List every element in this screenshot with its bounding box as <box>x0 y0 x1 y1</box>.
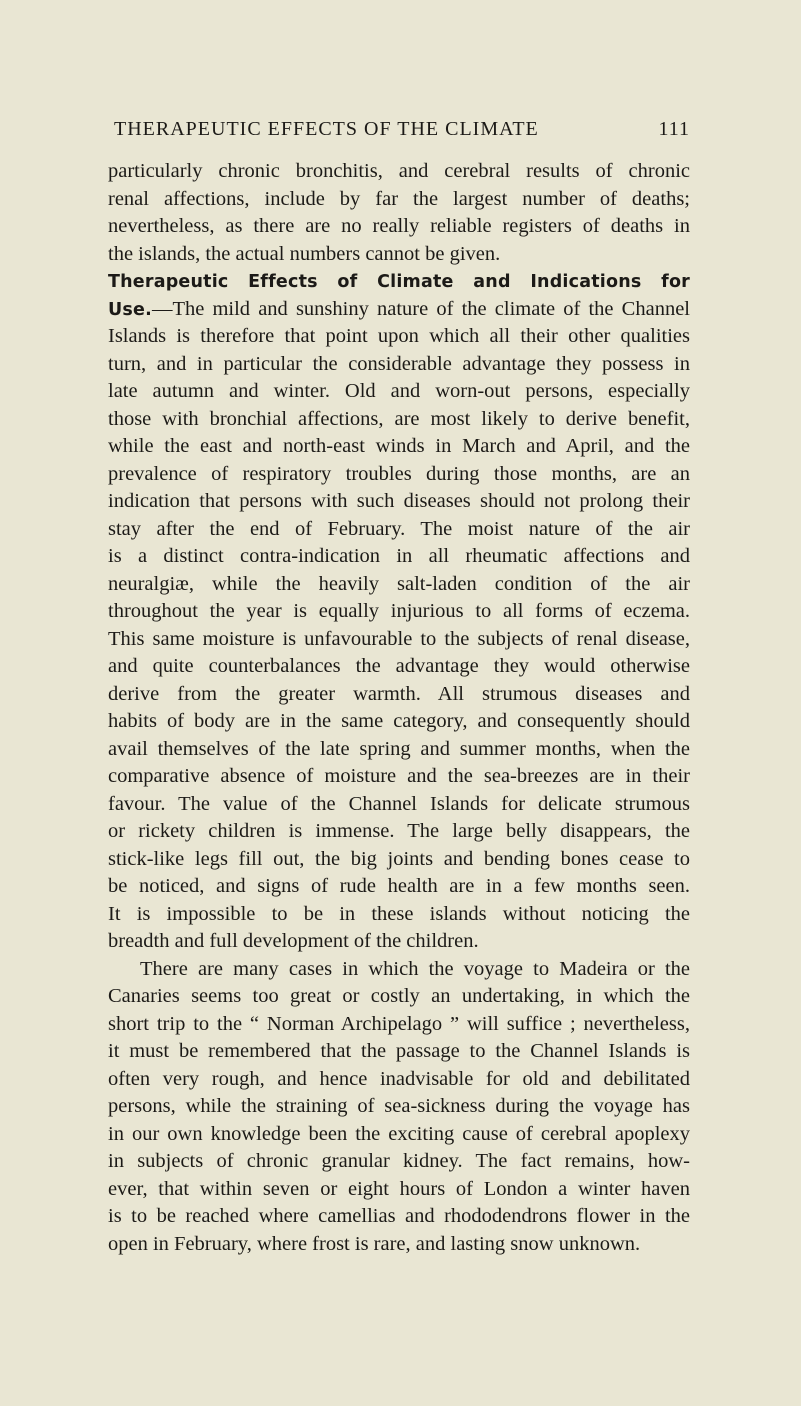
text-line: it must be remembered that the passage to the Channel Islands is <box>108 1040 690 1062</box>
text-line: prevalence of respiratory troubles during those months, are an <box>108 462 690 485</box>
text-line: the islands, the actual numbers cannot be given. <box>108 242 501 265</box>
text-line: stick-like legs fill out, the big joints and bending bones cease to <box>108 847 690 870</box>
paragraph-deaths <box>108 158 690 268</box>
text-line: turn, and in particular the considerable advantage they possess in <box>108 352 690 375</box>
text-line: stay after the end of February. The moist nature of the air <box>108 517 690 540</box>
paragraph-therapeutic-effects <box>108 268 690 956</box>
text-line: avail themselves of the late spring and summer months, when the <box>108 737 690 760</box>
text-line: be noticed, and signs of rude health are in a few months seen. <box>108 875 690 897</box>
text-line: nevertheless, as there are no really reliable registers of deaths in <box>108 215 690 237</box>
text-line: renal affections, include by far the largest number of deaths; <box>108 187 690 210</box>
text-line: It is impossible to be in these islands without noticing the <box>108 902 690 925</box>
text-line: This same moisture is unfavourable to the subjects of renal disease, <box>108 627 690 650</box>
text-line: particularly chronic bronchitis, and cerebral results of chronic <box>108 160 690 182</box>
section-heading-line <box>108 268 690 296</box>
text-line: in subjects of chronic granular kidney. The fact remains, how- <box>108 1150 690 1172</box>
text-line: derive from the greater warmth. All strumous diseases and <box>108 682 690 705</box>
section-heading-end: Use. <box>108 299 152 320</box>
text-line <box>108 296 690 324</box>
running-head-title: THERAPEUTIC EFFECTS OF THE CLIMATE <box>114 118 539 140</box>
text-line: open in February, where frost is rare, and lasting snow unknown. <box>108 1232 641 1255</box>
text-line: There are many cases in which the voyage to Madeira or the <box>140 957 690 980</box>
paragraph-voyage <box>108 956 690 1259</box>
text-line: breadth and full development of the children. <box>108 930 479 952</box>
text-line: Canaries seems too great or costly an undertaking, in which the <box>108 985 690 1007</box>
running-head <box>108 116 690 142</box>
section-heading: Therapeutic Effects of Climate and Indications for <box>108 272 690 292</box>
text-line: those with bronchial affections, are most likely to derive benefit, <box>108 407 690 430</box>
text-line: in our own knowledge been the exciting cause of cerebral apoplexy <box>108 1122 690 1145</box>
text-run: —The mild and sunshiny nature of the climate of the Channel <box>151 297 690 320</box>
text-line: while the east and north-east winds in March and April, and the <box>108 435 690 457</box>
text-line: short trip to the “ Norman Archipelago ” will suffice ; nevertheless, <box>108 1012 690 1035</box>
text-line: habits of body are in the same category, and consequently should <box>108 710 690 732</box>
text-line: persons, while the straining of sea-sickness during the voyage has <box>108 1095 690 1117</box>
text-line: Islands is therefore that point upon which all their other qualities <box>108 325 690 347</box>
text-line: ever, that within seven or eight hours of London a winter haven <box>108 1177 690 1200</box>
text-line: is to be reached where camellias and rhododendrons flower in the <box>108 1205 690 1227</box>
text-line: often very rough, and hence inadvisable for old and debilitated <box>108 1067 690 1090</box>
text-line: and quite counterbalances the advantage they would otherwise <box>108 655 690 677</box>
body-text <box>108 158 690 1258</box>
text-line: favour. The value of the Channel Islands for delicate strumous <box>108 792 690 815</box>
text-line: neuralgiæ, while the heavily salt-laden condition of the air <box>108 572 690 595</box>
text-line: is a distinct contra-indication in all rheumatic affections and <box>108 545 690 567</box>
text-line: throughout the year is equally injurious to all forms of eczema. <box>108 600 690 622</box>
text-line: late autumn and winter. Old and worn-out persons, especially <box>108 380 690 402</box>
page-number: 111 <box>658 118 690 140</box>
text-line: comparative absence of moisture and the sea-breezes are in their <box>108 765 690 787</box>
text-line: or rickety children is immense. The large belly disappears, the <box>108 820 690 842</box>
text-line: indication that persons with such diseases should not prolong their <box>108 490 690 512</box>
